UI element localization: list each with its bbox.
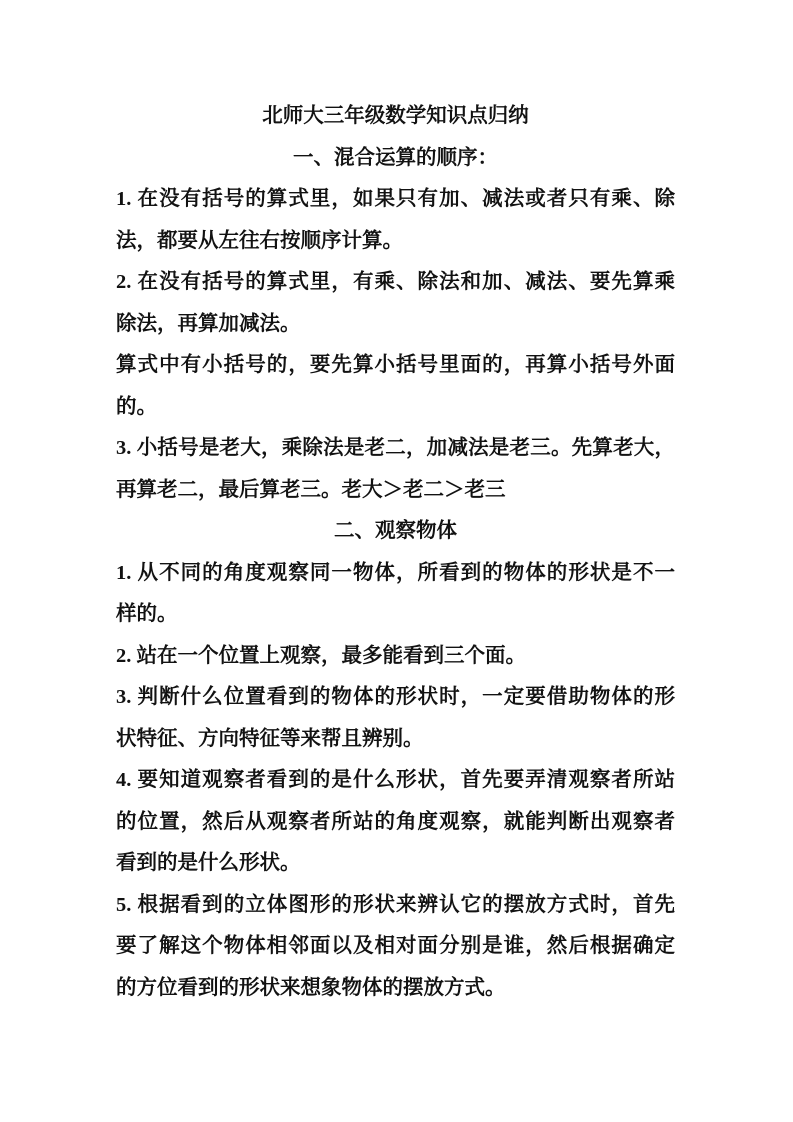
text-line: 法，都要从左往右按顺序计算。	[116, 229, 403, 252]
text-line: 5. 根据看到的立体图形的形状来辨认它的摆放方式时，首先	[116, 893, 675, 916]
document-title: 北师大三年级数学知识点归纳	[262, 105, 529, 127]
text-line: 4. 要知道观察者看到的是什么形状，首先要弄清观察者所站	[116, 769, 675, 791]
text-line: 2. 站在一个位置上观察，最多能看到三个面。	[116, 644, 526, 667]
text-line: 要了解这个物体相邻面以及相对面分别是谁，然后根据确定	[116, 935, 675, 957]
text-line: 除法，再算加减法。	[116, 312, 301, 335]
text-line: 状特征、方向特征等来帮且辨别。	[116, 727, 424, 750]
text-line: 2. 在没有括号的算式里，有乘、除法和加、减法、要先算乘	[116, 271, 675, 293]
text-line: 3. 判断什么位置看到的物体的形状时，一定要借助物体的形	[116, 686, 675, 708]
text-line: 再算老二，最后算老三。老大＞老二＞老三	[116, 478, 506, 501]
text-line: 看到的是什么形状。	[116, 852, 301, 874]
text-line: 的位置，然后从观察者所站的角度观察，就能判断出观察者	[116, 810, 675, 833]
text-line: 样的。	[116, 603, 178, 625]
text-line: 算式中有小括号的，要先算小括号里面的，再算小括号外面	[116, 354, 675, 376]
text-line: 3. 小括号是老大，乘除法是老二，加减法是老三。先算老大，	[116, 437, 675, 459]
section-heading: 二、观察物体	[334, 520, 457, 542]
text-line: 的。	[116, 395, 157, 418]
text-line: 的方位看到的形状来想象物体的摆放方式。	[116, 976, 506, 999]
section-heading: 一、混合运算的顺序：	[293, 146, 498, 169]
text-line: 1. 在没有括号的算式里，如果只有加、减法或者只有乘、除	[116, 188, 675, 210]
text-line: 1. 从不同的角度观察同一物体，所看到的物体的形状是不一	[116, 561, 675, 584]
